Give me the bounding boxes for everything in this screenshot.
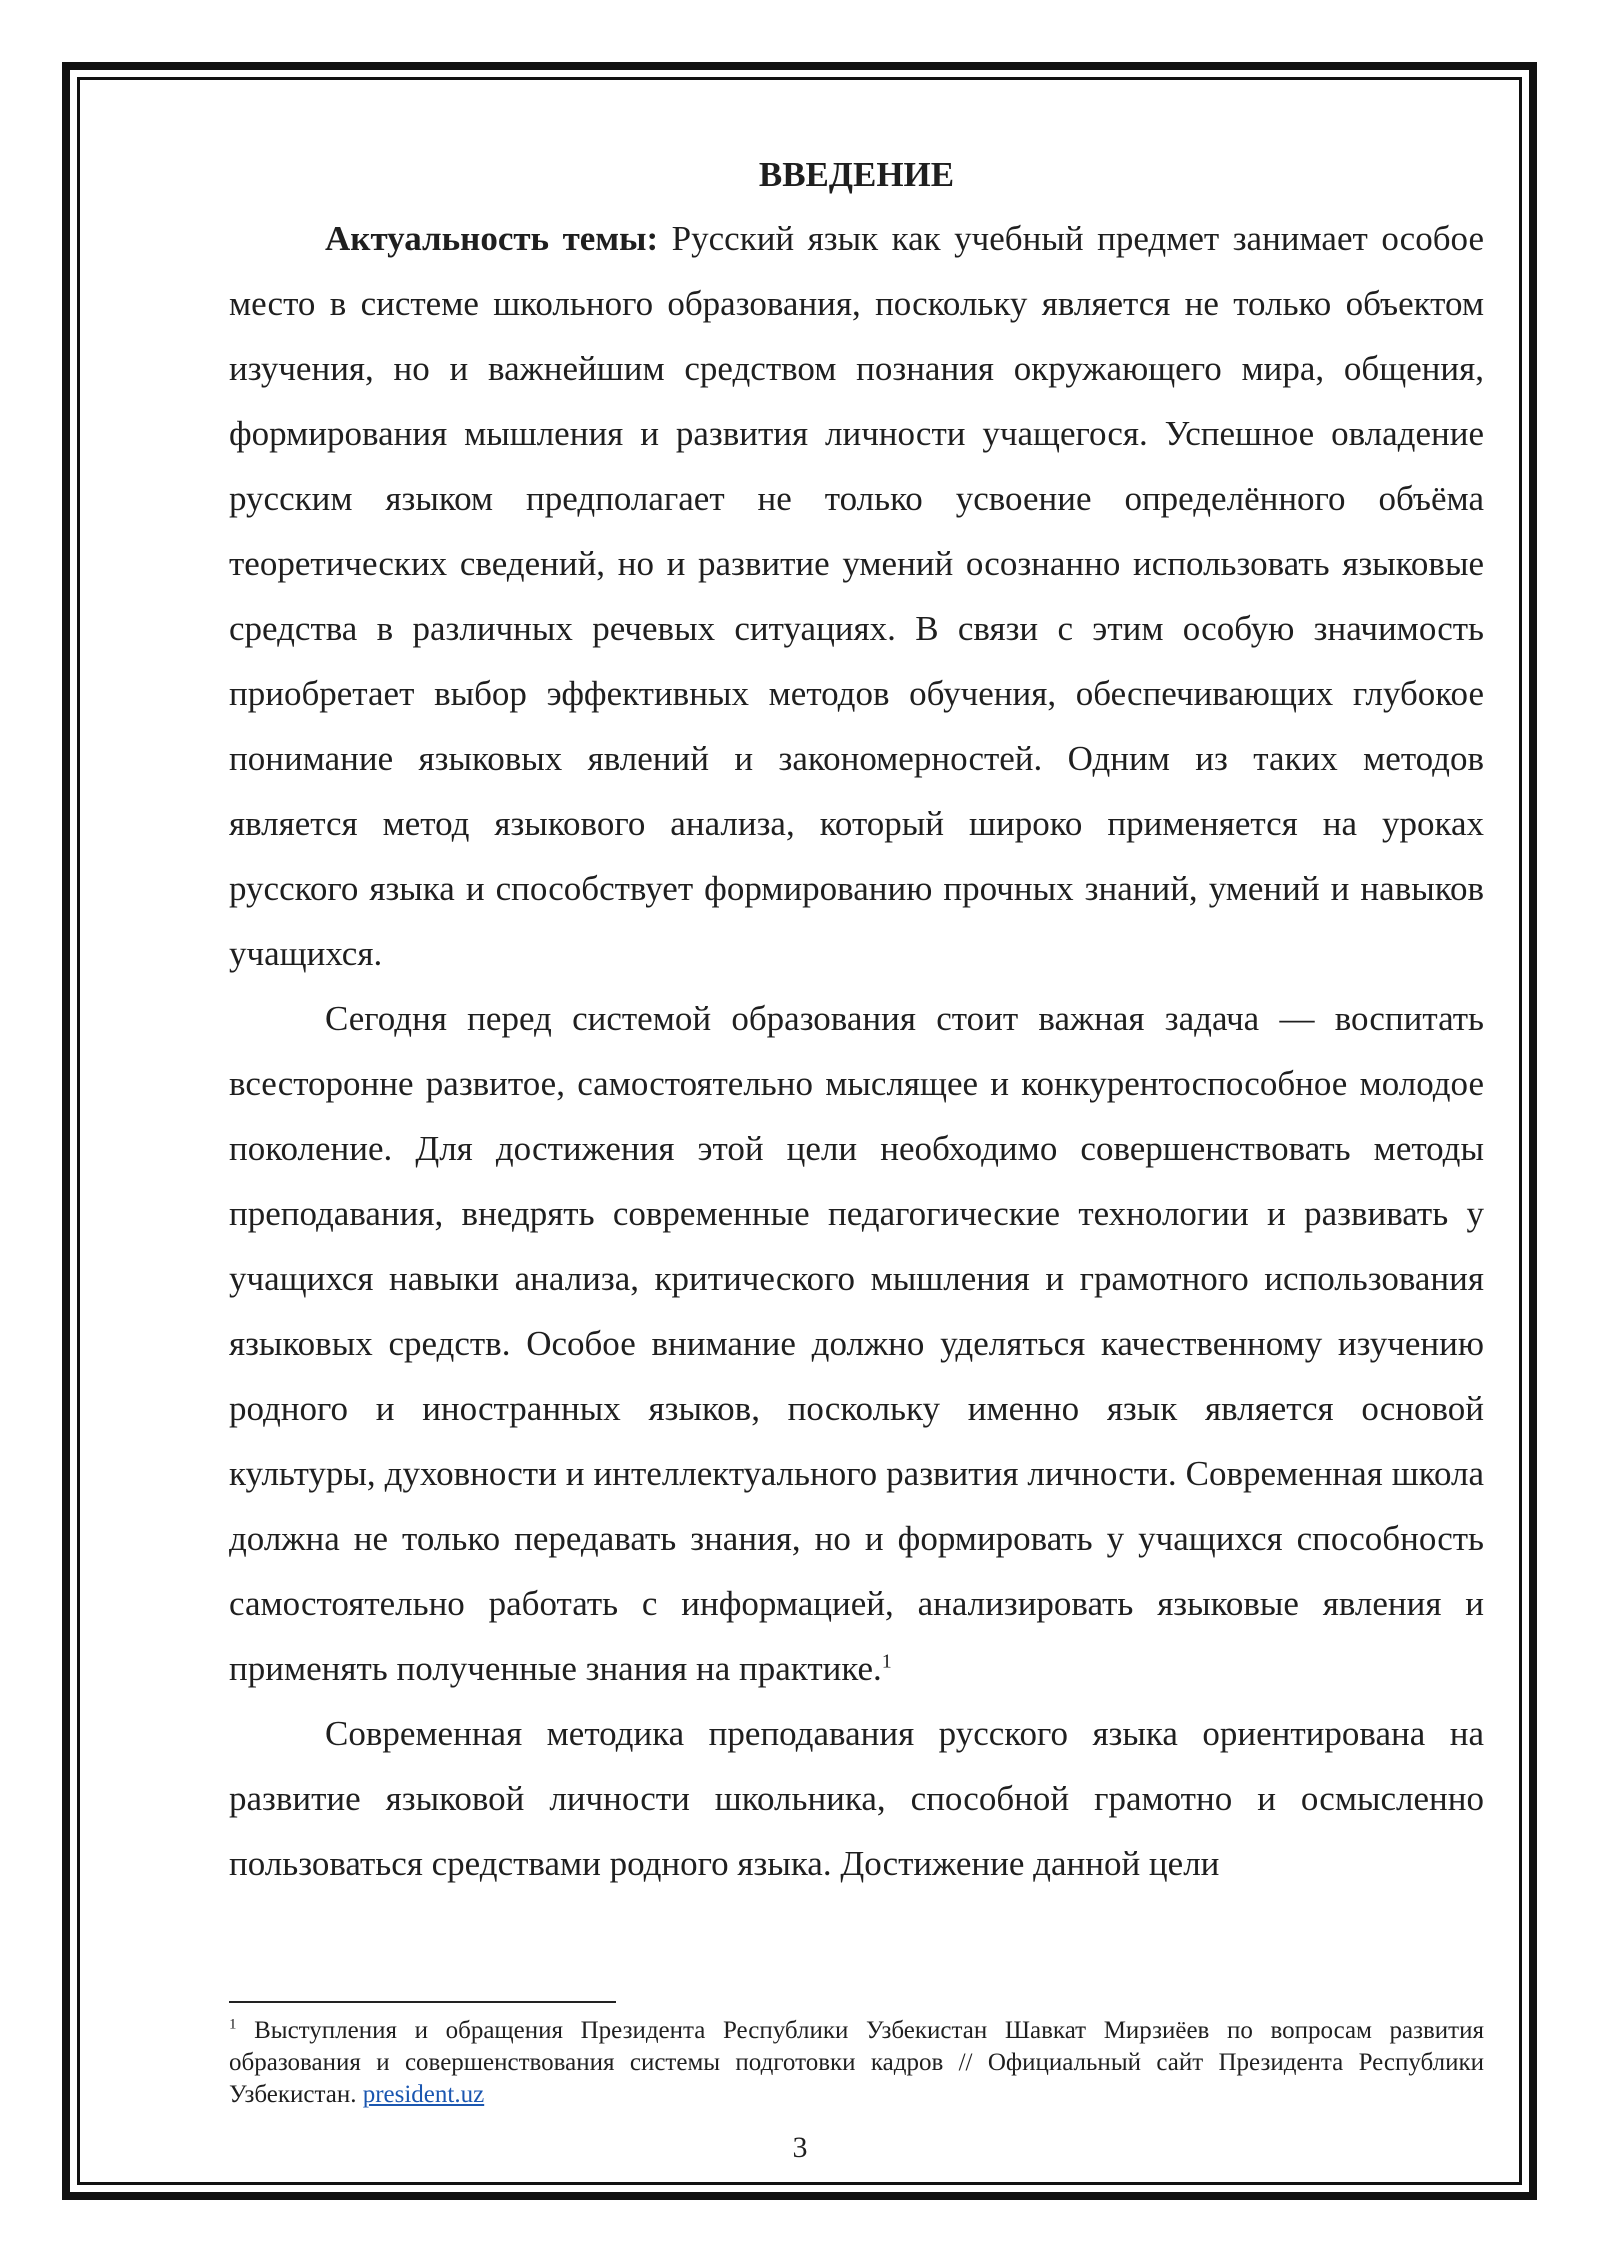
paragraph-methodology-text: Современная методика преподавания русского языка ориентирована на развитие языковой личности школьника, способной грамотно и осмысленно пользоваться средствами родного языка. Достижение данной цели [229,1714,1484,1883]
page-body [229,144,1484,1896]
paragraph-education-task-text: Сегодня перед системой образования стоит важная задача — воспитать всесторонне развитое, самостоятельно мыслящее и конкурентоспособное молодое поколение. Для достижения этой цели необходимо совершенствовать методы преподавания, внедрять современные педагогические технологии и развивать у учащихся навыки анализа, критического мышления и грамотного использования языковых средств. Особое внимание должно уделяться качественному изучению родного и иностранных языков, поскольку именно язык является основой культуры, духовности и интеллектуального развития личности. Современная школа должна не только передавать знания, но и формировать у учащихся способность самостоятельно работать с информацией, анализировать языковые явления и применять полученные знания на практике. [229,999,1484,1688]
section-heading: ВВЕДЕНИЕ [758,155,955,194]
footnote-link[interactable]: president.uz [362,2081,485,2108]
footnote-text: Выступления и обращения Президента Республики Узбекистан Шавкат Мирзиёев по вопросам развития образования и совершенствования системы подготовки кадров // Официальный сайт Президента Республики Узбекистан. [229,2017,1484,2108]
paragraph-methodology [229,1701,1484,1896]
footnote-number: 1 [229,2016,237,2033]
page-number: 3 [792,2131,808,2164]
relevance-lead: Актуальность темы: [325,219,659,258]
paragraph-relevance-text: Русский язык как учебный предмет занимает особое место в системе школьного образования, поскольку является не только объектом изучения, но и важнейшим средством познания окружающего мира, общения, формирования мышления и развития личности учащегося. Успешное овладение русским языком предполагает не только усвоение определённого объёма теоретических сведений, но и развитие умений осознанно использовать языковые средства в различных речевых ситуациях. В связи с этим особую значимость приобретает выбор эффективных методов обучения, обеспечивающих глубокое понимание языковых явлений и закономерностей. Одним из таких методов является метод языкового анализа, который широко применяется на уроках русского языка и способствует формированию прочных знаний, умений и навыков учащихся. [229,219,1484,973]
footnote-separator [229,2001,616,2003]
footnote-reference[interactable]: 1 [881,1650,892,1673]
paragraph-relevance [229,206,1484,986]
footnote [229,2015,1484,2111]
paragraph-education-task [229,986,1484,1701]
